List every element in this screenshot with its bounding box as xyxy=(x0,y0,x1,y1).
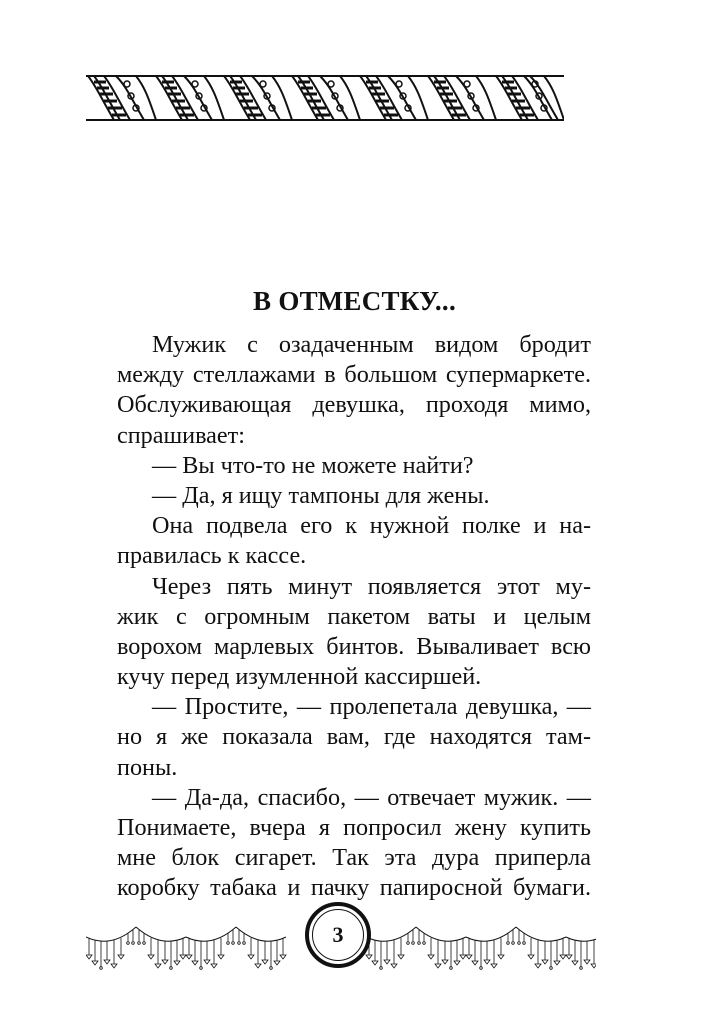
text-line: Она подвела его к нужной полке и на- xyxy=(152,512,591,540)
text-line: коробку табака и пачку папиросной бумаги. xyxy=(117,874,591,902)
page-number-inner-ring xyxy=(312,909,364,961)
text-line: — Да, я ищу тампоны для жены. xyxy=(152,481,490,509)
text-line: кучу перед изумленной кассиршей. xyxy=(117,663,482,691)
text-line: спрашивает: xyxy=(117,421,245,449)
page-number-badge xyxy=(305,902,371,968)
text-line: ворохом марлевых бинтов. Вываливает всю xyxy=(117,632,591,660)
text-line: Понимаете, вчера я попросил жену купить xyxy=(117,814,591,841)
text-line: Обслуживающая девушка, проходя мимо, xyxy=(117,391,591,419)
text-line: — Вы что-то не можете найти? xyxy=(152,451,474,479)
text-line: между стеллажами в большом супермаркете. xyxy=(117,361,591,389)
text-line: поны. xyxy=(117,753,178,781)
text-line: Через пять минут появляется этот му- xyxy=(152,572,591,600)
text-line: — Простите, — пролепетала девушка, — xyxy=(152,693,591,721)
text-line: жик с огромным пакетом ваты и целым xyxy=(117,602,591,630)
chapter-title: В ОТМЕСТКУ... xyxy=(252,286,456,316)
text-line: мне блок сигарет. Так эта дура приперла xyxy=(117,844,591,872)
text-line: но я же показала вам, где находятся там- xyxy=(117,723,591,751)
text-line: правилась к кассе. xyxy=(117,542,307,570)
page-number: 3 xyxy=(332,922,344,947)
text-line: — Да-да, спасибо, — отвечает мужик. — xyxy=(152,783,591,811)
top-ornament-border xyxy=(86,74,592,122)
text-line: Мужик с озадаченным видом бродит xyxy=(152,331,591,358)
story-text xyxy=(117,330,591,904)
